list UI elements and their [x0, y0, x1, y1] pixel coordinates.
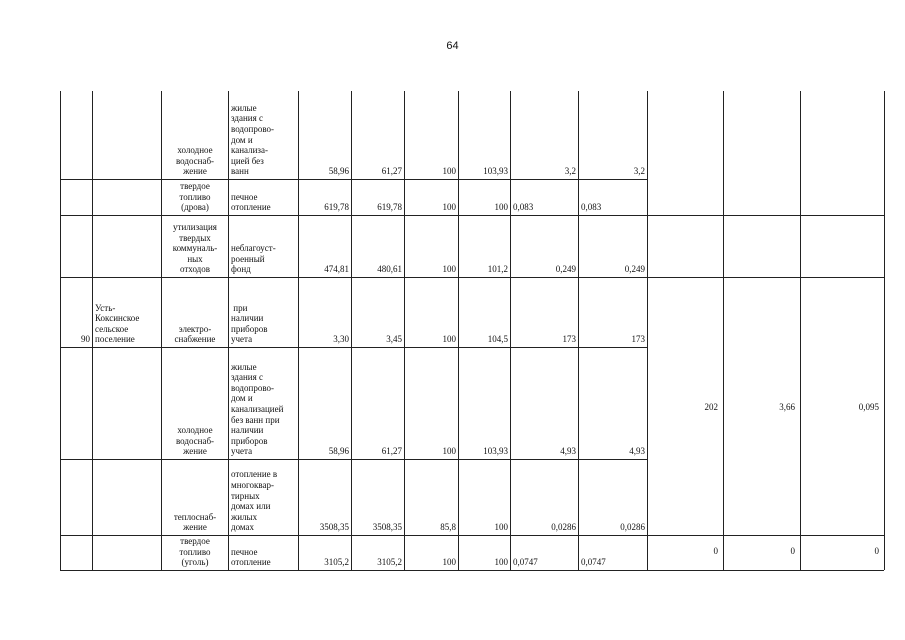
row-number [61, 459, 92, 533]
consumer-category: при наличии приборов учета [231, 302, 268, 345]
tariff-prev: 474,81 [324, 264, 349, 275]
summary-share-2: 0 [874, 546, 879, 556]
row-number [61, 91, 92, 177]
summary-count: 202 [704, 402, 718, 412]
row-number [61, 215, 92, 275]
tariff-new: 480,61 [377, 264, 402, 275]
tariff-new: 3508,35 [372, 522, 402, 533]
summary-value-2: 0 [790, 546, 795, 556]
index-value: 100 [442, 264, 456, 275]
tariff-new: 3105,2 [377, 557, 402, 568]
summary-count-2: 0 [713, 546, 718, 556]
tariff-prev: 3,30 [333, 334, 349, 345]
growth-percent: 100 [494, 522, 508, 533]
summary-hline [647, 535, 884, 536]
norm-value: 0,083 [513, 202, 534, 213]
growth-percent: 100 [494, 557, 508, 568]
summary-value: 3,66 [779, 402, 795, 412]
service-name: теплоснаб- жение [173, 511, 217, 533]
norm-value: 0,0286 [551, 522, 576, 533]
summary-vline [723, 91, 724, 570]
norm-value: 3,2 [564, 166, 576, 177]
growth-percent: 100 [494, 202, 508, 213]
row-number [61, 347, 92, 457]
row-number [61, 535, 92, 568]
summary-share: 0,095 [858, 402, 879, 412]
consumer-category: отопление в многоквар- тирных домах или жилых домах [231, 469, 278, 533]
consumer-category: жилые здания с водопрово- дом и канализа- цией без ванн [231, 102, 275, 177]
index-value: 85,8 [440, 522, 456, 533]
summary-hline [647, 215, 884, 216]
consumer-category: печное отопление [231, 546, 271, 568]
index-value: 100 [442, 166, 456, 177]
tariff-new: 61,27 [381, 166, 402, 177]
service-name: холодное водоснаб- жение [175, 425, 215, 457]
tariff-prev: 3508,35 [319, 522, 349, 533]
settlement-name [93, 459, 161, 533]
service-name: твердое топливо (уголь) [179, 536, 211, 568]
norm-value: 0,249 [555, 264, 576, 275]
settlement-name [93, 91, 161, 177]
norm-new: 3,2 [633, 166, 645, 177]
row-number [61, 179, 92, 213]
index-value: 100 [442, 557, 456, 568]
service-name: утилизация твердых коммуналь- ных отходов [172, 222, 218, 275]
settlement-name [93, 215, 161, 275]
norm-value: 0,0747 [513, 557, 538, 568]
tariff-prev: 619,78 [324, 202, 349, 213]
summary-hline [647, 570, 884, 571]
norm-new: 4,93 [629, 446, 645, 457]
tariff-new: 3,45 [386, 334, 402, 345]
consumer-category: жилые здания с водопрово- дом и канализацией без ванн при наличии приборов учета [231, 361, 284, 457]
index-value: 100 [442, 334, 456, 345]
growth-percent: 103,93 [483, 166, 508, 177]
norm-value: 4,93 [560, 446, 576, 457]
norm-new: 0,0747 [581, 557, 606, 568]
service-name: холодное водоснаб- жение [175, 145, 215, 177]
summary-vline [884, 91, 885, 570]
grid-hline [60, 570, 647, 571]
norm-new: 173 [631, 334, 645, 345]
norm-new: 0,249 [624, 264, 645, 275]
row-number: 90 [81, 334, 90, 345]
settlement-name [93, 179, 161, 213]
tariff-new: 61,27 [381, 446, 402, 457]
tariff-new: 619,78 [377, 202, 402, 213]
summary-vline [800, 91, 801, 570]
norm-new: 0,083 [581, 202, 602, 213]
summary-vline [647, 91, 648, 570]
settlement-name [93, 535, 161, 568]
norm-value: 173 [562, 334, 576, 345]
page-number: 64 [446, 40, 459, 52]
index-value: 100 [442, 446, 456, 457]
settlement-name [93, 347, 161, 457]
growth-percent: 104,5 [487, 334, 508, 345]
index-value: 100 [442, 202, 456, 213]
tariff-prev: 58,96 [328, 166, 349, 177]
settlement-name: Усть- Коксинское сельское поселение [95, 302, 140, 345]
summary-hline [647, 277, 884, 278]
norm-new: 0,0286 [620, 522, 645, 533]
tariff-prev: 58,96 [328, 446, 349, 457]
service-name: твердое топливо (дрова) [179, 181, 211, 213]
tariff-prev: 3105,2 [324, 557, 349, 568]
service-name: электро- снабжение [174, 323, 216, 345]
consumer-category: печное отопление [231, 191, 271, 213]
growth-percent: 101,2 [487, 264, 508, 275]
consumer-category: неблагоуст- роенный фонд [231, 243, 276, 275]
growth-percent: 103,93 [483, 446, 508, 457]
